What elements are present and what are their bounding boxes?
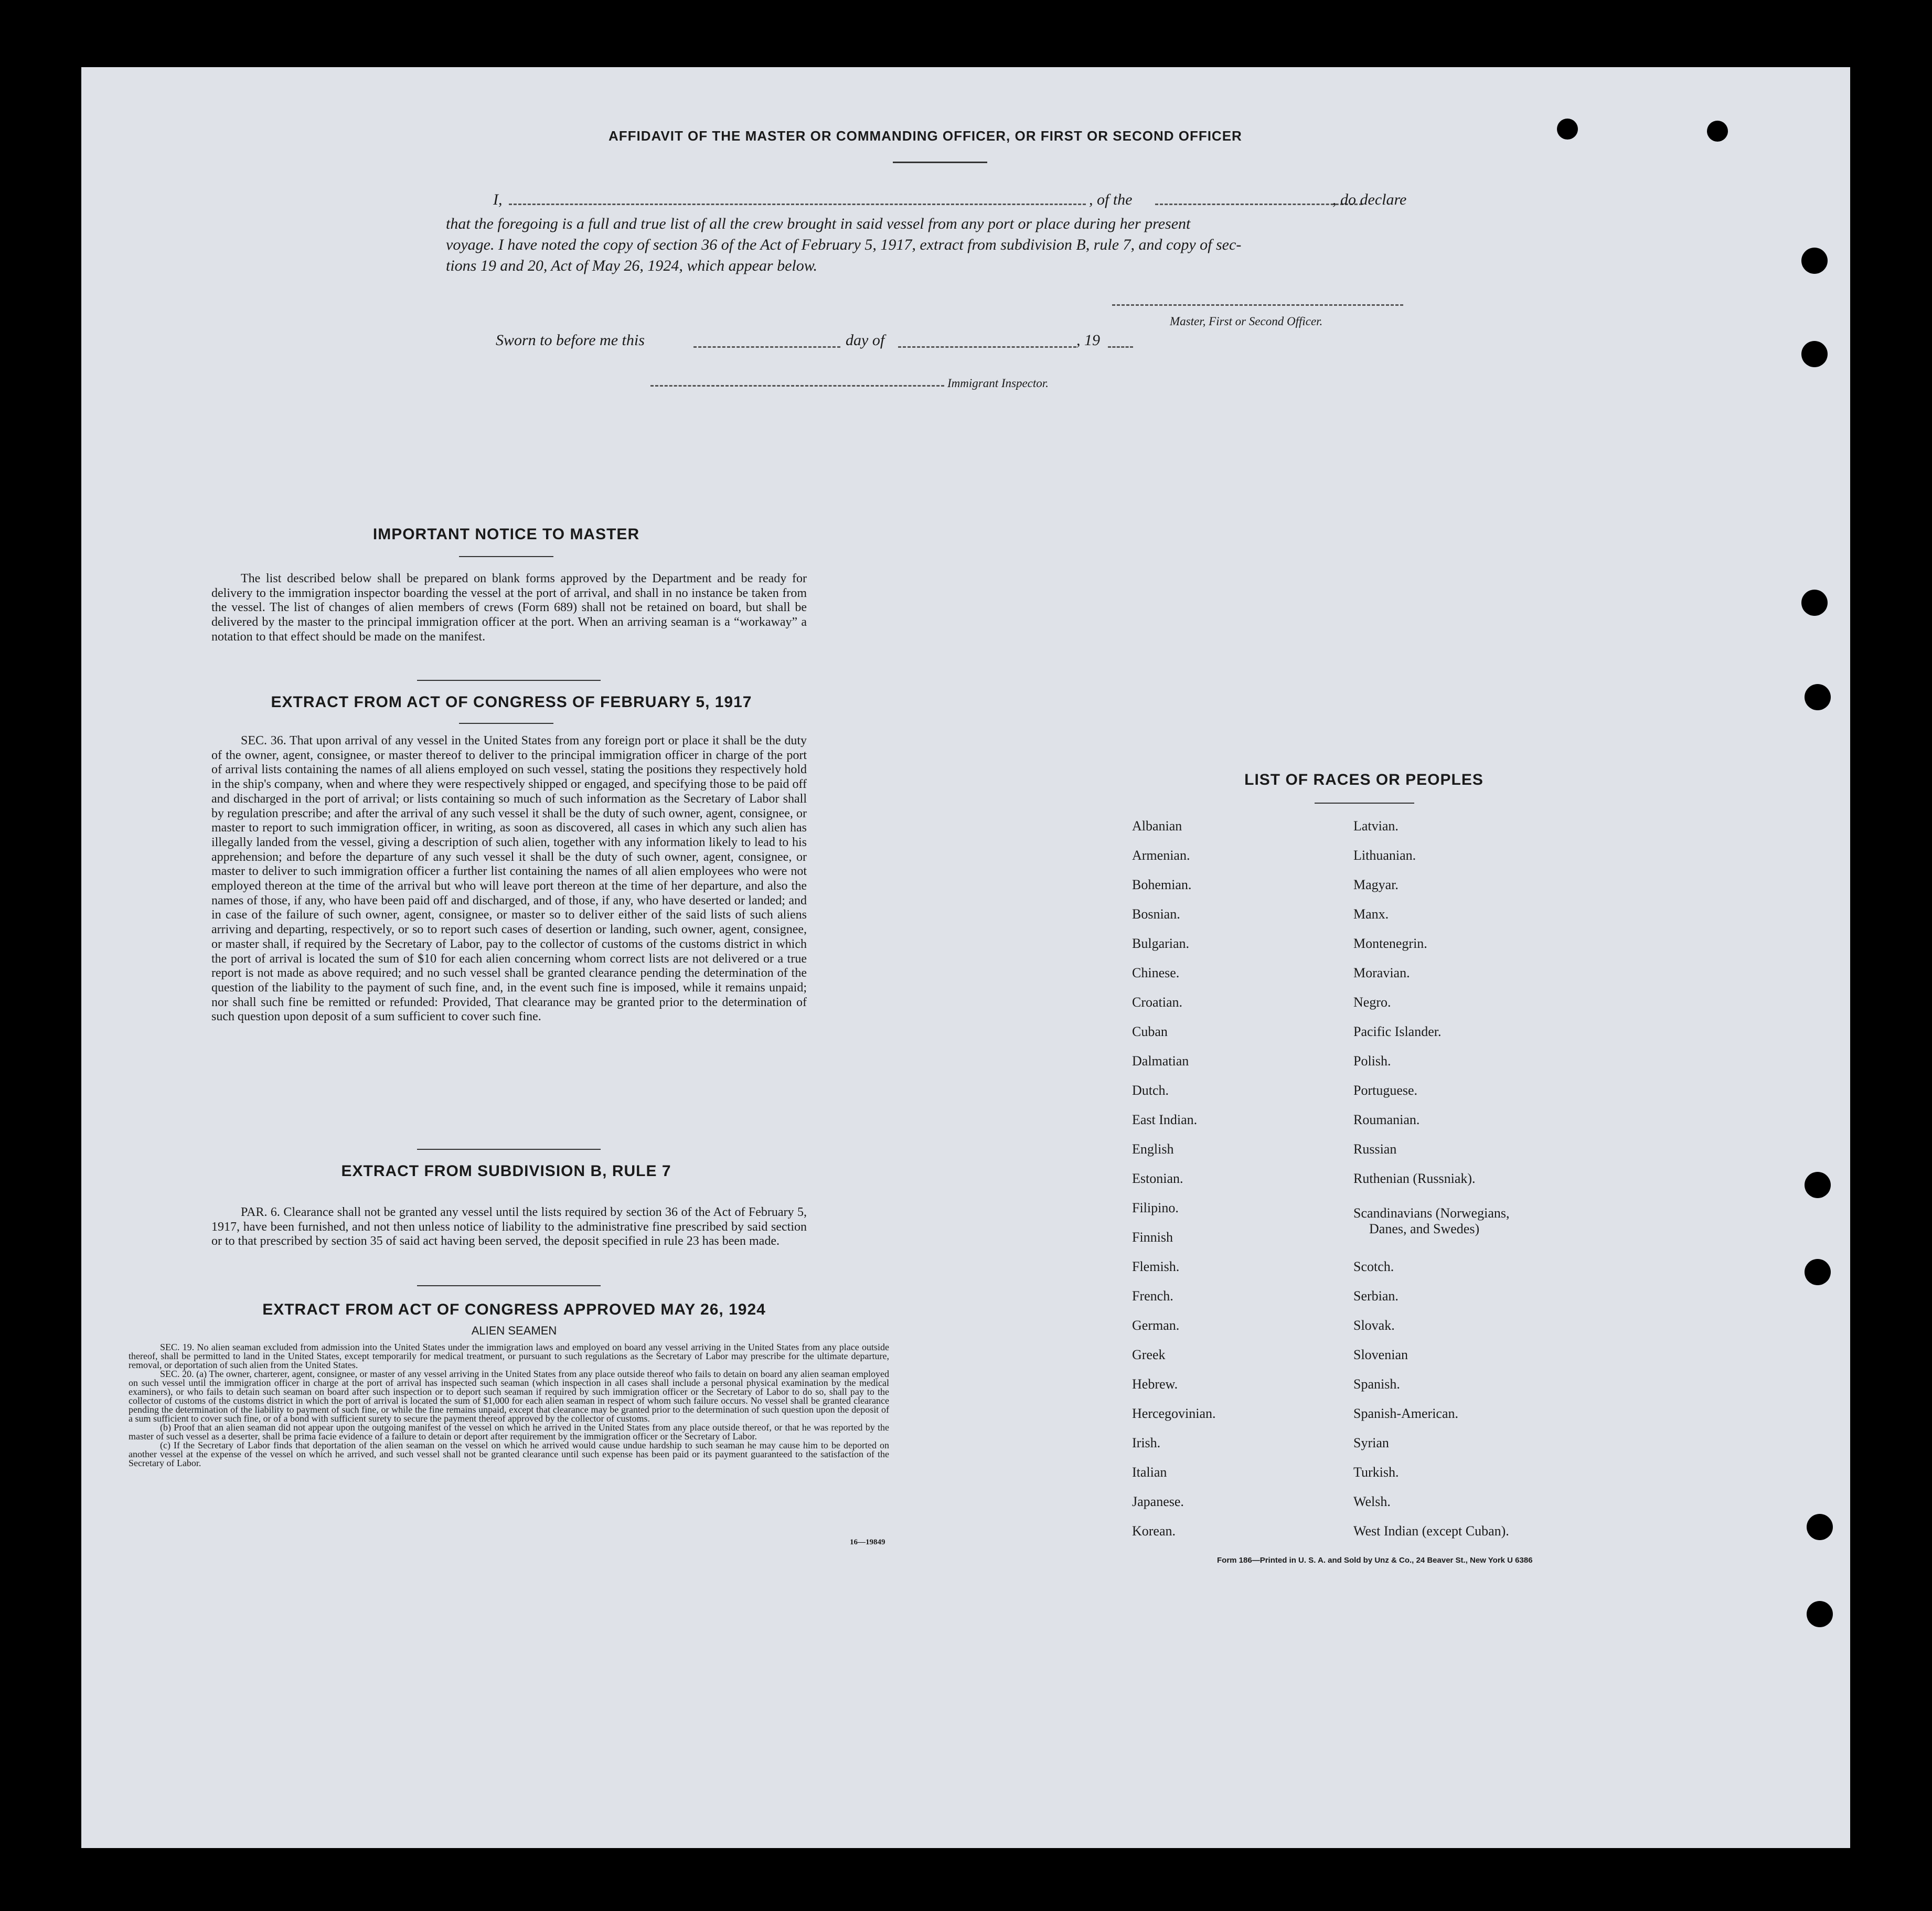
sworn-day-field[interactable] <box>693 346 840 348</box>
affidavit-line-4: tions 19 and 20, Act of May 26, 1924, which appear below. <box>446 257 818 274</box>
race-item: Dalmatian <box>1132 1053 1189 1069</box>
extract-1924-body <box>129 1343 889 1468</box>
extract-rule7-title: EXTRACT FROM SUBDIVISION B, RULE 7 <box>341 1162 671 1180</box>
punch-hole <box>1801 341 1828 367</box>
extract-rule7-body: PAR. 6. Clearance shall not be granted any vessel until the lists required by section 36 of the Act of February 5, 1917, have been furnished, and not then unless notice of liability to the administrative fine prescribed by said section or to that prescribed by section 35 of said act having been served, the deposit specified in rule 23 has been made. <box>211 1205 807 1248</box>
punch-hole <box>1807 1514 1833 1540</box>
divider <box>1315 803 1414 804</box>
race-item: Ruthenian (Russniak). <box>1353 1171 1476 1186</box>
sec19-text: SEC. 19. No alien seaman excluded from admission into the United States under the immigration laws and employed on board any vessel arriving in the United States from any place outside thereof, shall be permitted to land in the United States, except temporarily for medical treatment, or pursuant to such regulations as the Secretary of Labor may prescribe for the ultimate departure, removal, or deportation of such alien from the United States. <box>129 1342 889 1370</box>
race-item: Montenegrin. <box>1353 936 1427 951</box>
race-item-continuation: Danes, and Swedes) <box>1369 1221 1480 1236</box>
extract-1917-body: SEC. 36. That upon arrival of any vessel in the United States from any foreign port or place it shall be the duty of the owner, agent, consignee, or master thereof to deliver to the principal immigration officer in charge of the port of arrival lists containing the names of all aliens employed on such vessel, stating the positions they respectively hold in the ship's company, when and where they were respectively shipped or engaged, and specifying those to be paid off and discharged in the port of arrival; or lists containing so much of such information as the Secretary of Labor shall by regulation prescribe; and after the arrival of any such vessel it shall be the duty of such owner, agent, consignee, or master to report to such immigration officer, in writing, as soon as discovered, all cases in which any such alien has illegally landed from the vessel, giving a description of such alien, together with any information likely to lead to his apprehension; and before the departure of any such vessel it shall be the duty of such owner, agent, consignee, or master to deliver to such immigration officer a further list containing the names of all alien employees who were not employed thereon at the time of the arrival but who will leave port thereon at the time of her departure, and also the names of those, if any, who have been paid off and discharged, and of those, if any, who have deserted or landed; and in case of the failure of such owner, agent, consignee, or master so to deliver either of the said lists of such aliens arriving and departing, respectively, or so to report such cases of desertion or landing, such owner, agent, consignee, or master shall, if required by the Secretary of Labor, pay to the collector of customs of the customs district in which the port of arrival is located the sum of $10 for each alien concerning whom correct lists are not delivered or a true report is not made as above required; and no such vessel shall be granted clearance pending the determination of the question of the liability to the payment of such fine, and, in the event such fine is imposed, while it remains unpaid; nor shall such fine be remitted or refunded: Provided, That clearance may be granted prior to the determination of such question upon deposit of a sum sufficient to cover such fine. <box>211 734 807 1024</box>
sworn-label: Sworn to before me this <box>496 332 645 349</box>
race-item: Croatian. <box>1132 995 1183 1010</box>
divider <box>417 1149 601 1150</box>
affidavit-title: AFFIDAVIT OF THE MASTER OR COMMANDING OFFICER, OR FIRST OR SECOND OFFICER <box>609 128 1242 144</box>
race-item: Polish. <box>1353 1053 1391 1069</box>
race-item: Syrian <box>1353 1435 1389 1450</box>
race-item: Turkish. <box>1353 1465 1399 1480</box>
race-item: Pacific Islander. <box>1353 1024 1442 1039</box>
race-item: Flemish. <box>1132 1259 1180 1274</box>
i-label: I, <box>493 191 503 208</box>
alien-seamen-subtitle: ALIEN SEAMEN <box>471 1324 557 1337</box>
notice-body: The list described below shall be prepared on blank forms approved by the Department and be ready for delivery to the immigration inspector boarding the vessel at the port of arrival, and shall in no instance be taken from the vessel. The list of changes of alien members of crews (Form 689) shall not be retained on board, but shall be delivered by the master to the principal immigration officer at the port. When an arriving seaman is a “workaway” a notation to that effect should be made on the manifest. <box>211 572 807 644</box>
form-note: Form 186—Printed in U. S. A. and Sold by Unz & Co., 24 Beaver St., New York U 6386 <box>1217 1556 1533 1565</box>
master-signature-label: Master, First or Second Officer. <box>1170 315 1323 328</box>
inspector-signature-label: Immigrant Inspector. <box>947 377 1049 390</box>
extract-1917-title: EXTRACT FROM ACT OF CONGRESS OF FEBRUARY 5, 1917 <box>271 693 752 711</box>
inspector-signature-line[interactable] <box>650 385 944 387</box>
race-item: Slovenian <box>1353 1347 1408 1362</box>
race-item: French. <box>1132 1288 1173 1304</box>
race-item: Albanian <box>1132 818 1182 834</box>
race-item: Greek <box>1132 1347 1166 1362</box>
affidavit-line-1 <box>493 191 1432 210</box>
punch-hole <box>1707 121 1728 142</box>
sec20b-text: (b) Proof that an alien seaman did not appear upon the outgoing manifest of the vessel on which he arrived in the United States from any place outside thereof, or that he was reported by the master of such vessel as a deserter, shall be prima facie evidence of a failure to detain or deport after requirement by the immigration officer or the Secretary of Labor. <box>129 1422 889 1442</box>
race-item: Korean. <box>1132 1523 1176 1539</box>
race-item: Negro. <box>1353 995 1391 1010</box>
punch-hole <box>1805 1259 1831 1285</box>
name-field[interactable] <box>509 204 1086 205</box>
race-item: Italian <box>1132 1465 1167 1480</box>
race-item: Estonian. <box>1132 1171 1183 1186</box>
race-item: Hercegovinian. <box>1132 1406 1216 1421</box>
races-title: LIST OF RACES OR PEOPLES <box>1244 771 1483 788</box>
sec20a-text: SEC. 20. (a) The owner, charterer, agent, consignee, or master of any vessel arriving in the United States from any place outside thereof who fails to detain on board any alien seaman employed on such vessel until the immigration officer in charge at the port of arrival has inspected such seaman (which inspection in all cases shall include a personal physical examination by the medical examiners), or who fails to detain such seaman on board after such inspection or to deport such seaman if required by such immigration officer or the Secretary of Labor to do so, shall pay to the collector of customs of the customs district in which the port of arrival is located the sum of $1,000 for each alien seaman in respect of whom such failure occurs. No vessel shall be granted clearance pending the determination of the liability to payment of such fine, or while the fine remains unpaid, except that clearance may be granted prior to the determination of such question upon the deposit of a sum sufficient to cover such fine, or of a bond with sufficient surety to secure the payment thereof approved by the collector of customs. <box>129 1369 889 1424</box>
race-item: Magyar. <box>1353 877 1399 892</box>
notice-title: IMPORTANT NOTICE TO MASTER <box>372 526 640 543</box>
race-item: Spanish-American. <box>1353 1406 1459 1421</box>
race-item: Dutch. <box>1132 1083 1169 1098</box>
punch-hole <box>1557 119 1578 140</box>
race-item: Spanish. <box>1353 1376 1400 1392</box>
punch-hole <box>1805 684 1831 710</box>
do-declare-label: , do declare <box>1332 191 1407 208</box>
divider <box>459 723 553 724</box>
race-item: Filipino. <box>1132 1200 1179 1215</box>
year-19-label: , 19 <box>1076 332 1100 349</box>
divider <box>417 680 601 681</box>
sec20c-text: (c) If the Secretary of Labor finds that deportation of the alien seaman on the vessel on which he arrived would cause undue hardship to such seaman he may cause him to be deported on another vessel at the expense of the vessel on which he arrived, and such vessel shall not be granted clearance until such expense has been paid or its payment guaranteed to the satisfaction of the Secretary of Labor. <box>129 1440 889 1468</box>
race-item: Russian <box>1353 1141 1397 1157</box>
race-item: Cuban <box>1132 1024 1168 1039</box>
extract-1924-title: EXTRACT FROM ACT OF CONGRESS APPROVED MAY 26, 1924 <box>262 1301 766 1318</box>
race-item: Bohemian. <box>1132 877 1192 892</box>
race-item: Welsh. <box>1353 1494 1391 1509</box>
print-code: 16—19849 <box>850 1538 885 1546</box>
day-of-label: day of <box>846 332 885 349</box>
race-item: Manx. <box>1353 906 1389 922</box>
punch-hole <box>1801 590 1828 616</box>
punch-hole <box>1805 1172 1831 1198</box>
race-item: Hebrew. <box>1132 1376 1178 1392</box>
divider <box>459 556 553 557</box>
punch-hole <box>1801 248 1828 274</box>
race-item: West Indian (except Cuban). <box>1353 1523 1509 1539</box>
race-item: East Indian. <box>1132 1112 1198 1127</box>
race-item: Serbian. <box>1353 1288 1399 1304</box>
race-item: Roumanian. <box>1353 1112 1420 1127</box>
race-item: Portuguese. <box>1353 1083 1418 1098</box>
race-item: Bulgarian. <box>1132 936 1190 951</box>
of-the-label: , of the <box>1089 191 1133 208</box>
race-item: Lithuanian. <box>1353 848 1416 863</box>
vessel-field[interactable] <box>1155 204 1362 205</box>
punch-hole <box>1807 1601 1833 1627</box>
race-item: Finnish <box>1132 1230 1173 1245</box>
race-item: Irish. <box>1132 1435 1161 1450</box>
race-item: Scotch. <box>1353 1259 1394 1274</box>
divider <box>893 162 987 163</box>
divider <box>417 1285 601 1286</box>
sworn-year-field[interactable] <box>1108 346 1133 348</box>
race-item: Latvian. <box>1353 818 1399 834</box>
sworn-month-field[interactable] <box>898 346 1076 348</box>
race-item: Bosnian. <box>1132 906 1180 922</box>
race-item: Moravian. <box>1353 965 1410 980</box>
race-item: German. <box>1132 1318 1180 1333</box>
race-item: Armenian. <box>1132 848 1190 863</box>
affidavit-line-2: that the foregoing is a full and true list of all the crew brought in said vessel from any port or place during her present <box>446 215 1191 232</box>
race-item: English <box>1132 1141 1174 1157</box>
affidavit-line-3: voyage. I have noted the copy of section 36 of the Act of February 5, 1917, extract from subdivision B, rule 7, and copy of sec- <box>446 236 1242 253</box>
race-item: Chinese. <box>1132 965 1180 980</box>
race-item: Japanese. <box>1132 1494 1184 1509</box>
race-item: Slovak. <box>1353 1318 1395 1333</box>
master-signature-line[interactable] <box>1112 304 1403 306</box>
race-item: Scandinavians (Norwegians, <box>1353 1205 1510 1221</box>
